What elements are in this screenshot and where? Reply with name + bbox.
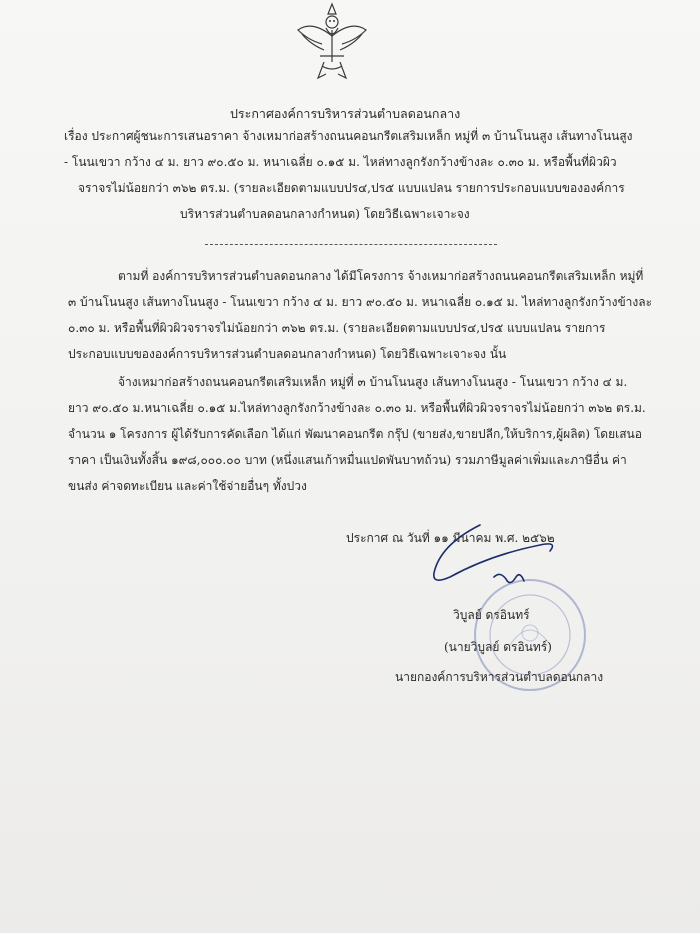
signer-name: วิบูลย์ ดรอินทร์ — [453, 608, 530, 622]
para2-line-1: จ้างเหมาก่อสร้างถนนคอนกรีตเสริมเหล็ก หมู่ที่ ๓ บ้านโนนสูง เส้นทางโนนสูง - โนนเขวา กว้าง ๔ ม. — [118, 375, 628, 389]
signer-position: นายกองค์การบริหารส่วนตำบลดอนกลาง — [395, 670, 604, 684]
para1-line-3: ๐.๓๐ ม. หรือพื้นที่ผิวผิวจราจรไม่น้อยกว่า ๓๖๒ ตร.ม. (รายละเอียดตามแบบปร๔,ปร๕ แบบแปลน รายการ — [68, 321, 606, 335]
para2-line-4: ราคา เป็นเงินทั้งสิ้น ๑๙๘,๐๐๐.๐๐ บาท (หนึ่งแสนเก้าหมื่นแปดพันบาทถ้วน) รวมภาษีมูลค่าเพิ่มและภาษีอื่น ค่า — [68, 453, 627, 467]
para1-line-2: ๓ บ้านโนนสูง เส้นทางโนนสูง - โนนเขวา กว้าง ๔ ม. ยาว ๙๐.๕๐ ม. หนาเฉลี่ย ๐.๑๕ ม. ไหล่ทางลูกรังกว้างข้างละ — [68, 295, 653, 309]
para2-line-2: ยาว ๙๐.๕๐ ม.หนาเฉลี่ย ๐.๑๕ ม.ไหล่ทางลูกรังกว้างข้างละ ๐.๓๐ ม. หรือพื้นที่ผิวผิวจราจรไม่น้อยกว่า ๓๖๒ ตร.ม. — [68, 401, 646, 415]
divider — [205, 244, 497, 245]
subject-line-1: เรื่อง ประกาศผู้ชนะการเสนอราคา จ้างเหมาก่อสร้างถนนคอนกรีตเสริมเหล็ก หมู่ที่ ๓ บ้านโนนสูง เส้นทางโนนสูง — [64, 129, 633, 143]
announce-date: ประกาศ ณ วันที่ ๑๑ มีนาคม พ.ศ. ๒๕๖๒ — [346, 531, 555, 545]
garuda-emblem-icon — [292, 0, 372, 90]
document-heading: ประกาศองค์การบริหารส่วนตำบลดอนกลาง — [230, 106, 461, 121]
subject-line-3: จราจรไม่น้อยกว่า ๓๖๒ ตร.ม. (รายละเอียดตามแบบปร๔,ปร๕ แบบแปลน รายการประกอบแบบขององค์การ — [78, 181, 625, 195]
subject-line-2: - โนนเขวา กว้าง ๔ ม. ยาว ๙๐.๕๐ ม. หนาเฉลี่ย ๐.๑๕ ม. ไหล่ทางลูกรังกว้างข้างละ ๐.๓๐ ม. หรือพื้นที่ผิวผิว — [64, 155, 617, 169]
para2-line-5: ขนส่ง ค่าจดทะเบียน และค่าใช้จ่ายอื่นๆ ทั้งปวง — [68, 479, 307, 493]
para1-line-4: ประกอบแบบขององค์การบริหารส่วนตำบลดอนกลางกำหนด) โดยวิธีเฉพาะเจาะจง นั้น — [68, 347, 507, 361]
para1-line-1: ตามที่ องค์การบริหารส่วนตำบลดอนกลาง ได้มีโครงการ จ้างเหมาก่อสร้างถนนคอนกรีตเสริมเหล็ก หมู่ที่ — [118, 269, 644, 283]
para2-line-3: จำนวน ๑ โครงการ ผู้ได้รับการคัดเลือก ได้แก่ พัฒนาคอนกรีต กรุ๊ป (ขายส่ง,ขายปลีก,ให้บริการ,ผู้ผลิต) โดยเสนอ — [68, 427, 642, 441]
subject-line-4: บริหารส่วนตำบลดอนกลางกำหนด) โดยวิธีเฉพาะเจาะจง — [180, 207, 470, 221]
signer-name-parenthesized: (นายวิบูลย์ ดรอินทร์) — [444, 640, 552, 654]
